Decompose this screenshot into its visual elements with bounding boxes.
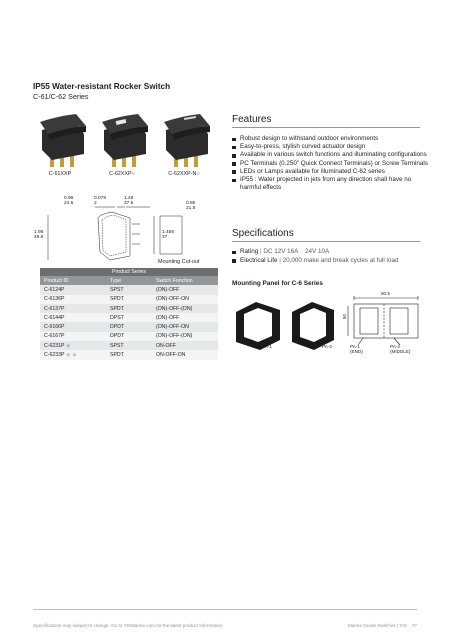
spec-electrical-life: Electrical Life | 20,000 make and break cycles at full load — [232, 257, 432, 266]
dim-width-4: 0.85 21.8 — [186, 201, 196, 212]
mounting-panel-title: Mounting Panel for C-6 Series — [232, 280, 323, 287]
features-heading: Features — [232, 114, 272, 125]
specifications-list — [232, 248, 432, 265]
table-row: C-6144P DPST (ON)-OFF — [40, 313, 218, 322]
footer-divider — [33, 609, 417, 610]
rocker-switch-c62-image — [92, 112, 152, 170]
spec-rating: Rating | DC 12V 16A 24V 10A — [232, 248, 432, 257]
table-row: C-6233P ☼ ☼ SPDT ON-OFF-ON — [40, 350, 218, 359]
dim-height-1: 1.95 49.6 — [34, 230, 44, 241]
switch-label-c62: C-62XXP○ — [109, 171, 135, 177]
specifications-heading: Specifications — [232, 228, 294, 239]
product-subtitle: C-61/C-62 Series — [33, 92, 89, 101]
footer-disclaimer: Specifications may subject to change. Go to YISMarine.com for the latest product information. — [33, 623, 224, 628]
mounting-cutout-label: Mounting Cut-out — [158, 259, 200, 265]
features-list — [232, 135, 428, 192]
table-row: C-6137P SPDT (ON)-OFF-(ON) — [40, 304, 218, 313]
panel-width-dim: 90.5 — [381, 291, 390, 296]
rocker-switch-c62n-image — [154, 112, 214, 170]
panel-label-pa1-end: PA-1 (END) — [350, 344, 363, 355]
col-header-switch-function: Switch Function — [152, 276, 218, 285]
col-header-product-id: Product ID — [40, 276, 106, 285]
rocker-switch-c61-image — [30, 112, 90, 170]
specifications-divider — [232, 241, 420, 242]
list-item: Available in various switch functions and illuminating configurations — [232, 151, 428, 159]
product-title: IP55 Water-resistant Rocker Switch — [33, 82, 171, 91]
col-header-type: Type — [106, 276, 152, 285]
dim-height-2: 1.456 37 — [162, 230, 175, 241]
table-row: C-6166P DPDT (ON)-OFF-ON — [40, 322, 218, 331]
panel-label-pa2: PA-2 — [322, 344, 332, 349]
dim-width-3: 1.48 37.5 — [124, 196, 134, 207]
table-row: C-6231P ☼ SPST ON-OFF — [40, 341, 218, 350]
list-item: Robust design to withstand outdoor environments — [232, 135, 428, 143]
page-number: 77 — [411, 623, 417, 628]
product-series-table — [40, 268, 218, 360]
table-row: C-6136P SPDT (ON)-OFF-ON — [40, 295, 218, 304]
list-item: IP55 : Water projected in jets from any direction shall have no harmful effects — [232, 176, 428, 192]
table-row: C-6124P SPST (ON)-OFF — [40, 285, 218, 294]
dim-width-1: 0.96 24.5 — [64, 196, 74, 207]
table-caption: Product Series — [40, 268, 218, 276]
table-row: C-6167P DPDT (ON)-OFF-(ON) — [40, 332, 218, 341]
panel-label-pa1: PA-1 — [262, 344, 272, 349]
panel-height-dim: 50 — [341, 314, 347, 320]
list-item: Easy-to-press, stylish curved actuator design — [232, 143, 428, 151]
dim-width-2: 0.079 2 — [94, 196, 107, 207]
features-divider — [232, 127, 420, 128]
list-item: LEDs or Lamps available for illuminated C-62 series — [232, 168, 428, 176]
list-item: PC Terminals (0.250” Quick Connect Terminals) or Screw Terminals — [232, 160, 428, 168]
switch-label-c62n: C-62XXP-N○ — [168, 171, 200, 177]
panel-label-pa2-middle: PA-2 (MIDDLE) — [390, 344, 411, 355]
footer-brand: Marine Grade Switches | YIS 77 — [347, 623, 417, 628]
switch-label-c61: C-61XXP — [48, 171, 72, 177]
